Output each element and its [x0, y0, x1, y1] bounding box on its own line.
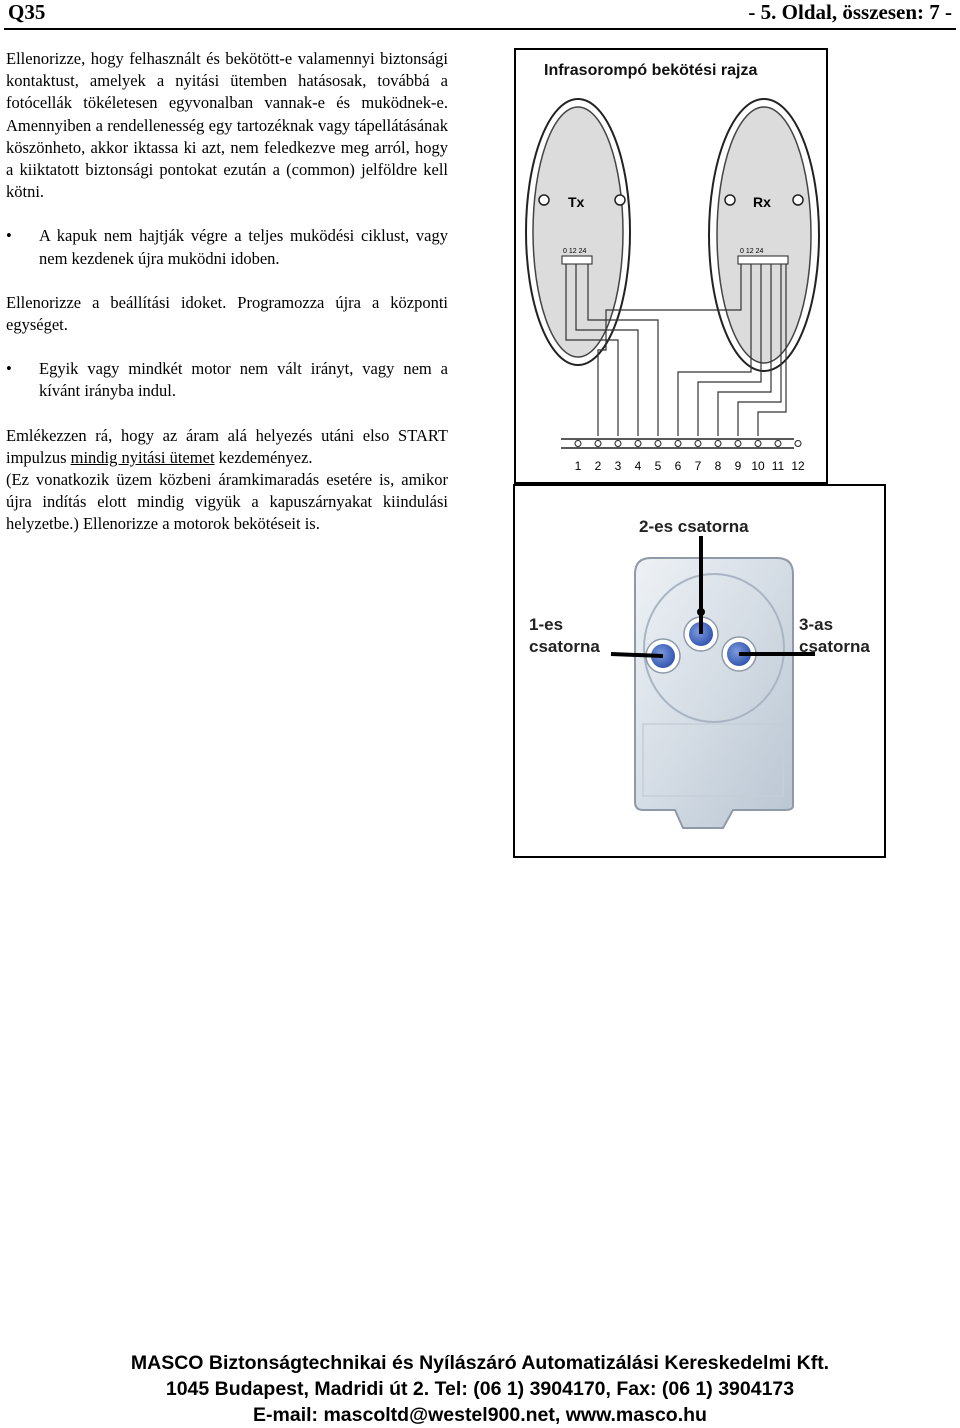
bullet-icon: • [6, 359, 12, 379]
channel-3-label-line2: csatorna [799, 637, 870, 656]
terminal-dot [775, 441, 781, 447]
terminal-block [561, 439, 805, 473]
tx-terminal-label: 0 12 24 [563, 248, 587, 255]
terminal-dot [575, 441, 581, 447]
paragraph-start-impulse: Emlékezzen rá, hogy az áram alá helyezés utáni elso START impulzus mindig nyitási ütemet kezdeményez. [6, 425, 448, 467]
terminal-number: 9 [734, 459, 742, 473]
rx-photocell [709, 99, 819, 371]
terminal-dot [595, 441, 601, 447]
terminal-number: 8 [714, 459, 722, 473]
terminal-dot [695, 441, 701, 447]
terminal-number: 5 [654, 459, 662, 473]
remote-control-figure [513, 484, 886, 858]
bullet-item-cycle [6, 225, 448, 269]
terminal-dot [715, 441, 721, 447]
page-number: - 5. Oldal, összesen: 7 - [748, 0, 952, 24]
tx-label: Tx [568, 194, 585, 210]
rx-label: Rx [753, 194, 771, 210]
bullet-text: A kapuk nem hajtják végre a teljes muködési ciklust, vagy nem kezdenek újra muködni idoben. [39, 226, 448, 268]
channel-2-label: 2-es csatorna [639, 517, 749, 536]
page-header [4, 0, 956, 30]
wiring-title: Infrasorompó bekötési rajza [544, 62, 758, 79]
paragraph-safety-check: Ellenorizze, hogy felhasznált és bekötött-e valamennyi biztonsági kontaktust, amelyek a nyitási ütemben hatásosak, továbbá a fotócellák tökéletesen egyvonalban vannak-e és muködnek-e. Amennyiben a rendellenesség egy tartozéknak vagy tápellátásának köszönheto, akkor iktassa ki azt, nem feledkezve meg arról, hogy a kiiktatott biztonsági pontokat ezután a (common) jelföldre kell kötni. [6, 49, 448, 202]
terminal-number: 1 [574, 459, 582, 473]
bullet-text: Egyik vagy mindkét motor nem vált irányt, vagy nem a kívánt irányba indul. [39, 359, 448, 401]
paragraph-timing: Ellenorizze a beállítási idoket. Programozza újra a központi egységet. [6, 292, 448, 335]
terminal-numbers [575, 459, 805, 473]
terminal-number: 6 [674, 459, 682, 473]
document-code: Q35 [8, 0, 46, 24]
terminal-dot [615, 441, 621, 447]
terminal-number: 2 [594, 459, 602, 473]
terminal-dot [755, 441, 761, 447]
company-name: MASCO Biztonságtechnikai és Nyílászáró Automatizálási Kereskedelmi Kft. [130, 1352, 830, 1374]
bullet-icon: • [6, 226, 12, 246]
paragraph-power-outage: (Ez vonatkozik üzem közbeni áramkimaradás esetére is, amikor újra indítás elott mindig vigyük a kapuszárnyakat kiindulási helyzetbe.) Ellenorizze a motorok bekötéseit is. [6, 470, 448, 534]
terminal-number: 3 [614, 459, 622, 473]
underlined-text: mindig nyitási ütemet [70, 447, 215, 467]
wiring-diagram [514, 48, 828, 484]
company-address: 1045 Budapest, Madridi út 2. Tel: (06 1) 3904170, Fax: (06 1) 3904173 [165, 1378, 795, 1400]
company-email: E-mail: mascoltd@westel900.net, www.masco.hu [253, 1404, 707, 1426]
terminal-dot [655, 441, 661, 447]
terminal-dot [795, 441, 801, 447]
rx-terminal-label: 0 12 24 [740, 248, 764, 255]
channel-3-label-line1: 3-as [799, 615, 834, 634]
terminal-dot [735, 441, 741, 447]
terminal-dot [675, 441, 681, 447]
terminal-number: 10 [751, 459, 765, 473]
bullet-item-motor [6, 358, 448, 402]
channel-1-label-line2: csatorna [529, 637, 600, 656]
terminal-number: 11 [771, 459, 785, 473]
page-footer [0, 1350, 960, 1428]
terminal-number: 12 [791, 459, 805, 473]
terminal-dots [575, 441, 801, 447]
terminal-dot [635, 441, 641, 447]
terminal-number: 7 [694, 459, 702, 473]
tx-photocell [526, 99, 630, 365]
body-text [6, 48, 448, 536]
remote-body [635, 558, 793, 828]
terminal-number: 4 [634, 459, 642, 473]
channel-1-label-line1: 1-es [529, 615, 564, 634]
